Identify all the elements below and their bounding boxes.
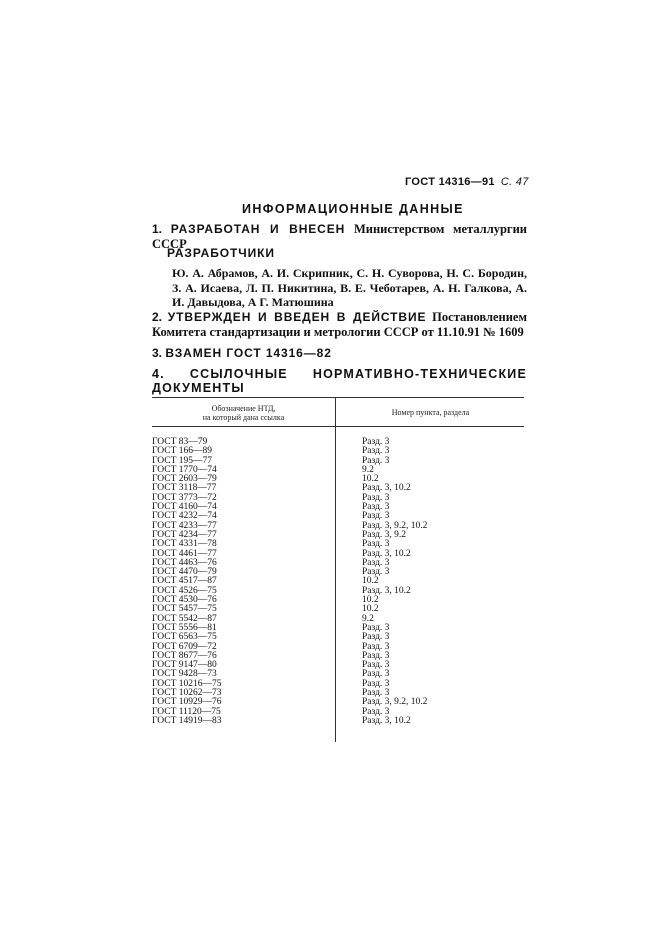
table-cell-doc: ГОСТ 3118—77 (152, 483, 217, 494)
table-cell-ref: Разд. 3 (362, 641, 390, 652)
table-cell-doc: ГОСТ 4234—77 (152, 529, 217, 540)
column-header-line: Обозначение НТД, (211, 404, 276, 413)
section-replaces (152, 346, 527, 361)
table-cell-ref: Разд. 3 (362, 706, 390, 717)
section-text: ВЗАМЕН ГОСТ 14316—82 (165, 346, 332, 360)
section-text: Постановлением Комитета стандартизации и метрологии СССР от 11.10.91 № 1609 (152, 310, 527, 339)
table-cell-ref: 10.2 (362, 595, 379, 606)
table-cell-doc: ГОСТ 83—79 (152, 437, 208, 447)
section-number: 1. (152, 222, 163, 236)
table-cell-ref: Разд. 3 (362, 492, 390, 503)
table-cell-ref: 10.2 (362, 474, 379, 485)
table-cell-ref: Разд. 3 (362, 678, 390, 689)
table-cell-doc: ГОСТ 4160—74 (152, 502, 217, 513)
table-cell-ref: Разд. 3, 9.2 (362, 529, 407, 540)
developers-heading: РАЗРАБОТЧИКИ (167, 246, 275, 260)
table-header-rule (152, 426, 524, 427)
table-cell-ref: Разд. 3 (362, 660, 390, 671)
table-cell-ref: Разд. 3 (362, 539, 390, 550)
table-cell-ref: Разд. 3 (362, 511, 390, 522)
table-cell-ref: Разд. 3 (362, 557, 390, 568)
column-header-clause: Номер пункта, раздела (391, 408, 470, 417)
document-title: ИНФОРМАЦИОННЫЕ ДАННЫЕ (242, 202, 464, 216)
section-approved (152, 310, 527, 340)
table-cell-ref: 10.2 (362, 604, 379, 615)
page-number: С. 47 (500, 176, 529, 188)
table-cell-doc: ГОСТ 10262—73 (152, 688, 222, 699)
section-number: 2. (152, 310, 163, 324)
table-cell-doc: ГОСТ 4463—76 (152, 557, 217, 568)
gost-designation: ГОСТ 14316—91 (405, 176, 495, 188)
section-number: 4. (152, 367, 165, 381)
section-heading: РАЗРАБОТАН И ВНЕСЕН (170, 222, 346, 236)
table-cell-doc: ГОСТ 8677—76 (152, 650, 217, 661)
table-cell-ref: Разд. 3, 10.2 (362, 548, 411, 559)
table-cell-doc: ГОСТ 9147—80 (152, 660, 217, 671)
table-cell-doc: ГОСТ 4232—74 (152, 511, 217, 522)
table-cell-doc: ГОСТ 4526—75 (152, 585, 217, 596)
table-cell-ref: Разд. 3, 9.2, 10.2 (362, 520, 428, 531)
section-reference-docs (152, 367, 527, 395)
table-cell-doc: ГОСТ 4517—87 (152, 576, 217, 587)
table-cell-doc: ГОСТ 5556—81 (152, 622, 217, 633)
column-header-document (152, 404, 335, 422)
section-text: ССЫЛОЧНЫЕ НОРМАТИВНО-ТЕХНИЧЕСКИЕ ДОКУМЕНТЫ (152, 367, 527, 395)
table-cell-doc: ГОСТ 9428—73 (152, 669, 217, 680)
table-cell-ref: Разд. 3 (362, 437, 390, 447)
table-cell-doc: ГОСТ 4470—79 (152, 567, 217, 578)
table-cell-ref: 9.2 (362, 464, 374, 475)
reference-table (152, 397, 524, 742)
section-heading: УТВЕРЖДЕН И ВВЕДЕН В ДЕЙСТВИЕ (167, 310, 427, 324)
table-cell-doc: ГОСТ 5457—75 (152, 604, 217, 615)
table-cell-ref: Разд. 3 (362, 455, 390, 466)
table-cell-doc: ГОСТ 4530—76 (152, 595, 217, 606)
table-cell-doc: ГОСТ 6709—72 (152, 641, 217, 652)
section-number: 3. (152, 346, 163, 360)
table-column-divider (335, 397, 336, 742)
developers-list: Ю. А. Абрамов, А. И. Скрипник, С. Н. Суворова, Н. С. Бородин, З. А. Исаева, Л. П. Никитина, В. Е. Чеботарев, А. Н. Галкова, А. И. Давыдова, А Г. Матюшина (172, 266, 527, 309)
table-cell-ref: Разд. 3 (362, 502, 390, 513)
document-column (152, 438, 332, 726)
table-cell-doc: ГОСТ 2603—79 (152, 474, 217, 485)
table-top-rule (152, 397, 524, 398)
table-cell-doc: ГОСТ 6563—75 (152, 632, 217, 643)
clause-column (362, 438, 522, 726)
table-cell-ref: Разд. 3, 10.2 (362, 715, 411, 726)
table-cell-doc: ГОСТ 10216—75 (152, 678, 222, 689)
table-cell-doc: ГОСТ 10929—76 (152, 697, 222, 708)
table-cell-ref: Разд. 3 (362, 567, 390, 578)
table-cell-ref: Разд. 3 (362, 669, 390, 680)
table-cell-doc: ГОСТ 5542—87 (152, 613, 217, 624)
table-cell-doc: ГОСТ 4233—77 (152, 520, 217, 531)
table-cell-doc: ГОСТ 4331—78 (152, 539, 217, 550)
table-cell-doc: ГОСТ 166—89 (152, 446, 212, 457)
table-cell-ref: Разд. 3 (362, 622, 390, 633)
table-cell-ref: Разд. 3, 10.2 (362, 585, 411, 596)
table-cell-ref: 10.2 (362, 576, 379, 587)
table-cell-ref: Разд. 3, 10.2 (362, 483, 411, 494)
table-cell-doc: ГОСТ 14919—83 (152, 715, 222, 726)
table-cell-ref: Разд. 3 (362, 446, 390, 457)
section-text: Министерством металлургии СССР (152, 222, 527, 251)
table-cell-ref: Разд. 3, 9.2, 10.2 (362, 697, 428, 708)
table-cell-doc: ГОСТ 3773—72 (152, 492, 217, 503)
table-cell-ref: Разд. 3 (362, 650, 390, 661)
table-cell-ref: 9.2 (362, 613, 374, 624)
column-header-line: на который дана ссылка (202, 413, 285, 422)
table-cell-ref: Разд. 3 (362, 632, 390, 643)
table-cell-doc: ГОСТ 1770—74 (152, 464, 217, 475)
table-cell-doc: ГОСТ 195—77 (152, 455, 212, 466)
table-cell-ref: Разд. 3 (362, 688, 390, 699)
page-header (405, 176, 545, 188)
table-cell-doc: ГОСТ 11120—75 (152, 706, 221, 717)
table-cell-doc: ГОСТ 4461—77 (152, 548, 217, 559)
